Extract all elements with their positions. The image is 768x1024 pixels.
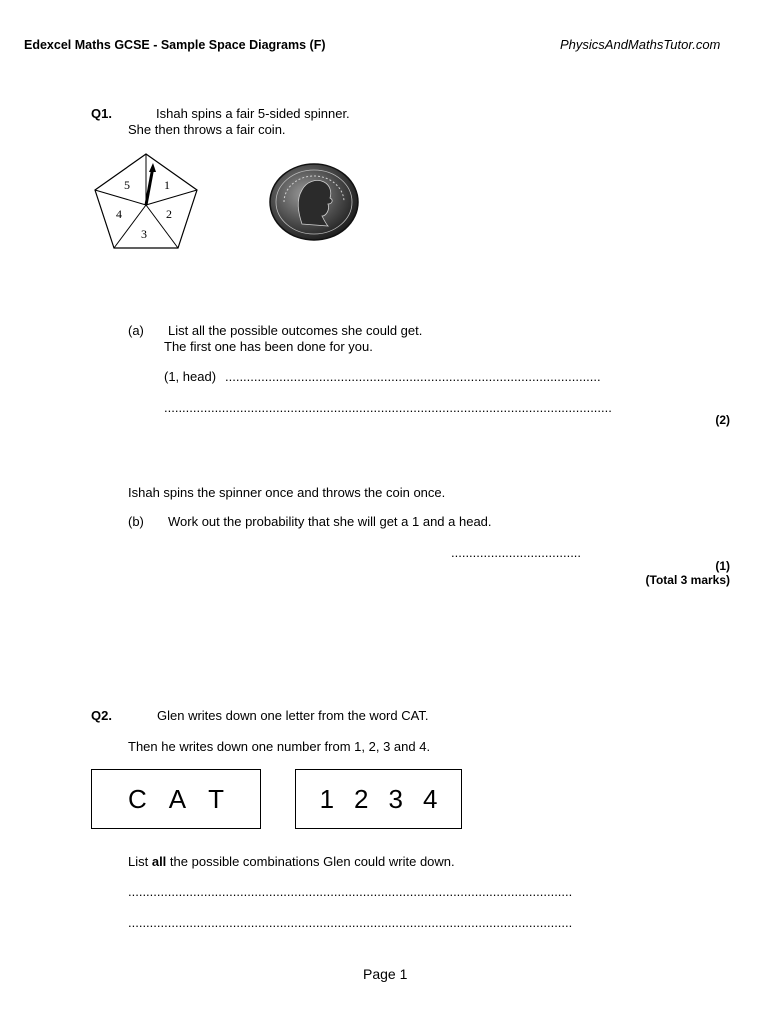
part-b-intro: Ishah spins the spinner once and throws the coin once. (128, 485, 446, 500)
coin-illustration (268, 162, 360, 242)
letters-card (91, 769, 261, 829)
spinner-illustration (92, 152, 200, 250)
part-a-line1: List all the possible outcomes she could get. (168, 323, 423, 338)
header-website: PhysicsAndMathsTutor.com (560, 37, 721, 52)
answer-line-a1[interactable]: ........................................................................................................ (225, 369, 601, 384)
spinner-number-5: 5 (124, 178, 130, 192)
instruction-pre: List (128, 854, 152, 869)
answer-line-a2[interactable]: ............................................................................................................................ (164, 400, 612, 415)
spinner-number-1: 1 (164, 178, 170, 192)
total-marks-q1: (Total 3 marks) (645, 573, 730, 587)
page-number: Page 1 (363, 966, 408, 982)
answer-line-q2-2[interactable]: ........................................................................................................................... (128, 915, 573, 930)
marks-b: (1) (715, 559, 730, 573)
numbers-card (295, 769, 462, 829)
instruction-bold: all (151, 854, 167, 869)
number-3: 3 (388, 783, 403, 814)
question-number-2: Q2. (91, 708, 112, 723)
answer-line-q2-1[interactable]: ........................................................................................................................... (128, 884, 573, 899)
part-b-label: (b) (128, 514, 144, 529)
part-a-example: (1, head) (164, 369, 217, 384)
question-number-1: Q1. (91, 106, 112, 121)
q1-text-line1: Ishah spins a fair 5-sided spinner. (156, 106, 350, 121)
spinner-number-4: 4 (116, 207, 122, 221)
spinner-number-2: 2 (166, 207, 172, 221)
letter-t: T (208, 783, 224, 814)
number-1: 1 (319, 783, 335, 814)
q2-text-line2: Then he writes down one number from 1, 2, 3 and 4. (128, 739, 431, 754)
letter-c: C (127, 783, 147, 814)
spinner-number-3: 3 (141, 227, 147, 241)
q2-text-line1: Glen writes down one letter from the word CAT. (157, 708, 429, 723)
marks-a: (2) (715, 413, 730, 427)
q1-text-line2: She then throws a fair coin. (128, 122, 286, 137)
answer-line-b[interactable]: .................................... (451, 545, 582, 560)
letter-a: A (168, 783, 187, 814)
part-a-line2: The first one has been done for you. (164, 339, 373, 354)
instruction-post: the possible combinations Glen could write down. (166, 854, 455, 869)
part-a-label: (a) (128, 323, 144, 338)
number-2: 2 (354, 783, 369, 814)
number-4: 4 (422, 783, 438, 814)
document-header-title: Edexcel Maths GCSE - Sample Space Diagrams (F) (24, 38, 326, 52)
q2-instruction (128, 854, 455, 869)
part-b-text: Work out the probability that she will get a 1 and a head. (168, 514, 492, 529)
